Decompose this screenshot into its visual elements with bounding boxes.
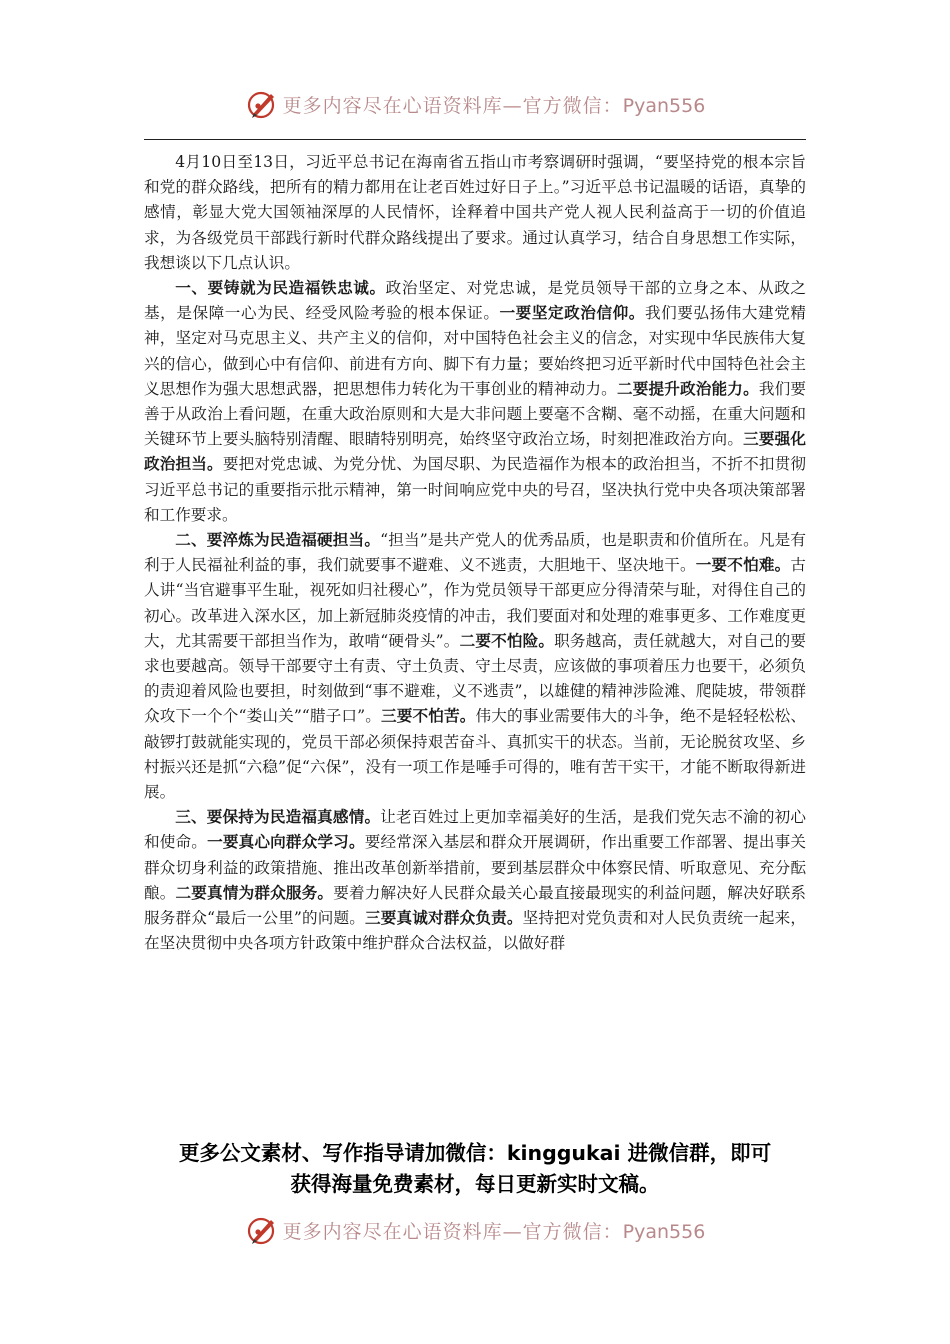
section-2-point-1: 一要不怕难。 (695, 556, 791, 575)
section-2-heading: 二、要淬炼为民造福硬担当。 (175, 531, 381, 550)
pen-logo-icon (245, 87, 279, 121)
article-body (144, 150, 806, 957)
section-1-point-2: 二要提升政治能力。 (616, 379, 759, 398)
promo-callout (130, 1138, 820, 1200)
pen-logo-icon (245, 1213, 279, 1247)
section-2-point-2: 二要不怕险。 (459, 631, 555, 650)
header-banner (0, 84, 950, 124)
header-divider (144, 139, 806, 140)
footer-banner-text: 更多内容尽在心语资料库—官方微信：Pyan556 (282, 1220, 706, 1243)
footer-banner (0, 1210, 950, 1250)
section-2-paragraph: 二、要淬炼为民造福硬担当。“担当”是共产党人的优秀品质，也是职责和价值所在。凡是有利于人民福祉利益的事，我们就要事不避难、义不逃责，大胆地干、坚决地干。一要不怕难。古人讲“当官避事平生耻，视死如归社稷心”，作为党员领导干部更应分得清荣与耻，对得住自己的初心。改革进入深水区，加上新冠肺炎疫情的冲击，我们要面对和处理的难事更多、工作难度更大，尤其需要干部担当作为，敢啃“硬骨头”。二要不怕险。职务越高，责任就越大，对自己的要求也要越高。领导干部要守土有责、守土负责、守土尽责，应该做的事项着压力也要干，必须负的责迎着风险也要担，时刻做到“事不避难，义不逃责”，以雄健的精神涉险滩、爬陡坡，带领群众攻下一个个“娄山关”“腊子口”。三要不怕苦。伟大的事业需要伟大的斗争，绝不是轻轻松松、敲锣打鼓就能实现的，党员干部必须保持艰苦奋斗、真抓实干的状态。当前，无论脱贫攻坚、乡村振兴还是抓“六稳”促“六保”，没有一项工作是唾手可得的，唯有苦干实干，才能不断取得新进展。 (144, 531, 806, 802)
section-2-point-3: 三要不怕苦。 (381, 707, 476, 726)
section-1-paragraph: 一、要铸就为民造福铁忠诚。政治坚定、对党忠诚，是党员领导干部的立身之本、从政之基，是保障一心为民、经受风险考验的根本保证。一要坚定政治信仰。我们要弘扬伟大建党精神，坚定对马克思主义、共产主义的信仰，对中国特色社会主义的信念，对实现中华民族伟大复兴的信心，做到心中有信仰、前进有方向、脚下有力量；要始终把习近平新时代中国特色社会主义思想作为强大思想武器，把思想伟力转化为干事创业的精神动力。二要提升政治能力。我们要善于从政治上看问题，在重大政治原则和大是大非问题上要毫不含糊、毫不动摇，在重大问题和关键环节上要头脑特别清醒、眼睛特别明亮，始终坚守政治立场，时刻把准政治方向。三要强化政治担当。要把对党忠诚、为党分忧、为国尽职、为民造福作为根本的政治担当，不折不扣贯彻习近平总书记的重要指示批示精神，第一时间响应党中央的号召，坚决执行党中央各项决策部署和工作要求。 (144, 279, 806, 524)
promo-line-2: 获得海量免费素材，每日更新实时文稿。 (290, 1172, 660, 1196)
section-3-heading: 三、要保持为民造福真感情。 (175, 808, 381, 827)
section-1-heading: 一、要铸就为民造福铁忠诚。 (175, 279, 386, 298)
section-1-point-3: 三要强化政治担当。 (144, 430, 806, 474)
footer-wechat-id: Pyan556 (622, 1220, 706, 1243)
section-3-paragraph: 三、要保持为民造福真感情。让老百姓过上更加幸福美好的生活，是我们党矢志不渝的初心和使命。一要真心向群众学习。要经常深入基层和群众开展调研，作出重要工作部署、提出事关群众切身利益的政策措施、推出改革创新举措前，要到基层群众中体察民情、听取意见、充分酝酿。二要真情为群众服务。要着力解决好人民群众最关心最直接最现实的利益问题，解决好联系服务群众“最后一公里”的问题。三要真诚对群众负责。坚持把对党负责和对人民负责统一起来，在坚决贯彻中央各项方针政策中维护群众合法权益，以做好群 (144, 808, 806, 953)
section-3-point-3: 三要真诚对群众负责。 (365, 909, 523, 928)
section-3-point-1: 一要真心向群众学习。 (207, 833, 365, 852)
header-wechat-id: Pyan556 (622, 94, 706, 117)
section-1-point-1: 一要坚定政治信仰。 (499, 304, 645, 323)
section-3-point-2: 二要真情为群众服务。 (175, 883, 334, 902)
intro-paragraph: 4月10日至13日，习近平总书记在海南省五指山市考察调研时强调，“要坚持党的根本宗旨和党的群众路线，把所有的精力都用在让老百姓过好日子上。”习近平总书记温暖的话语，真挚的感情，彰显大党大国领袖深厚的人民情怀，诠释着中国共产党人视人民利益高于一切的价值追求，为各级党员干部践行新时代群众路线提出了要求。通过认真学习，结合自身思想工作实际，我想谈以下几点认识。 (144, 153, 806, 272)
header-banner-text: 更多内容尽在心语资料库—官方微信：Pyan556 (282, 94, 706, 117)
promo-line-1: 更多公文素材、写作指导请加微信：kinggukai 进微信群，即可 (178, 1141, 772, 1165)
